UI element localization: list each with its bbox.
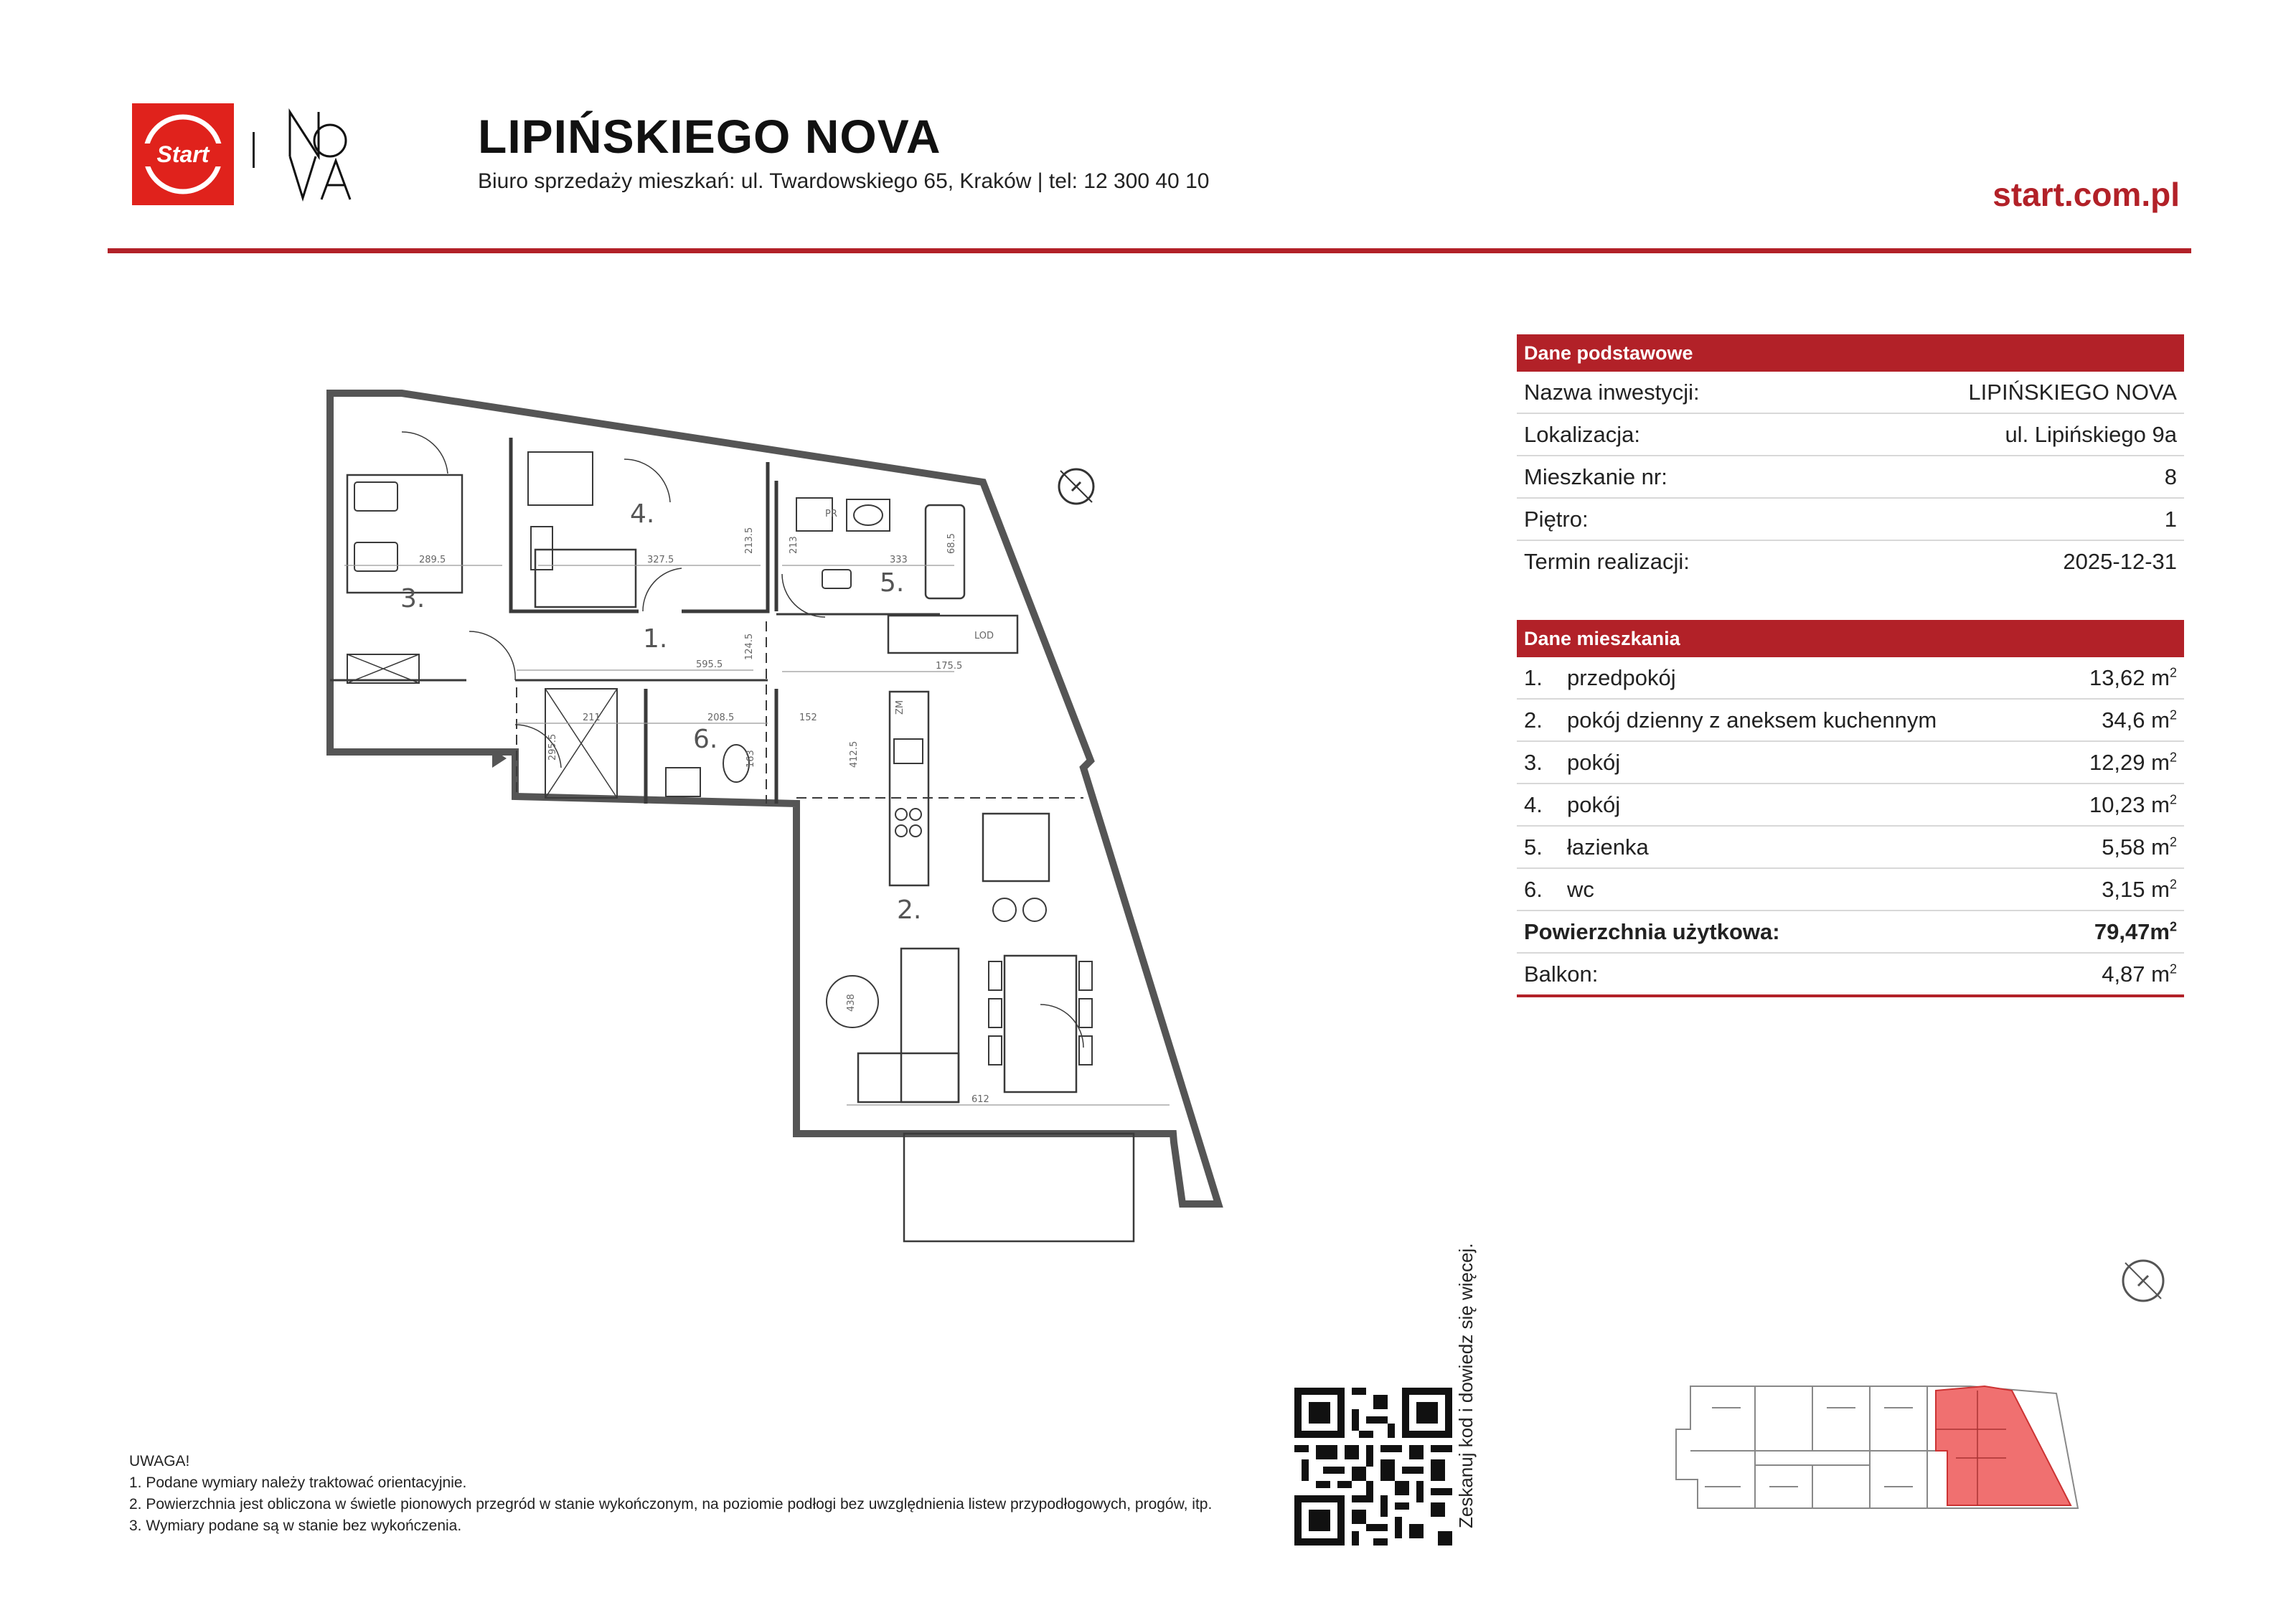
info-row (1517, 414, 2184, 456)
room-name: pokój (1567, 749, 1621, 775)
notes (129, 1451, 1292, 1537)
floor-plan-drawing (323, 387, 1227, 1248)
info-label: Mieszkanie nr: (1524, 464, 1667, 489)
apartment-highlight (1936, 1386, 2071, 1505)
room-area: 12,29 $m^2$ (2089, 749, 2177, 775)
dimension-label: 595.5 (696, 659, 723, 670)
room-label-1: 1. (643, 624, 668, 654)
dimension-label: 438 (846, 994, 857, 1012)
room-number: 5. (1524, 834, 1543, 860)
dimension-label: 124.5 (744, 633, 755, 660)
floor-plan (323, 387, 1227, 1248)
room-label-3: 3. (400, 584, 425, 613)
dimension-label: 213 (789, 536, 799, 554)
dimension-label: 333 (890, 555, 908, 565)
note-item: 2. Powierzchnia jest obliczona w świetle pionowych przegród w stanie wykończonym, na poziomie podłogi bez uwzględnienia listew przypodłogowych, progów, itp. (129, 1496, 1213, 1513)
room-number: 2. (1524, 707, 1543, 733)
room-area: 10,23 $m^2$ (2089, 791, 2177, 817)
dimension-label: 68.5 (946, 533, 957, 554)
dimension-label: 612 (971, 1094, 989, 1105)
qr-caption-text: Zeskanuj kod i dowiedz się więcej. (1455, 1243, 1477, 1528)
room-label-2: 2. (897, 895, 922, 925)
notes-heading: UWAGA! (129, 1453, 190, 1469)
room-row (1517, 784, 2184, 827)
balcony-label: Balkon: (1524, 961, 1599, 987)
dimension-label: 163 (745, 750, 756, 768)
room-area: 3,15 $m^2$ (2102, 876, 2177, 902)
note-item: 3. Wymiary podane są w stanie bez wykończenia. (129, 1518, 462, 1534)
fixture-label: PR (825, 509, 837, 519)
info-label: Nazwa inwestycji: (1524, 379, 1700, 405)
info-label: Piętro: (1524, 506, 1589, 532)
qr-caption (1451, 1213, 1479, 1535)
fixture-label: LOD (974, 631, 994, 641)
compass-icon (1055, 465, 1098, 508)
total-area-label: Powierzchnia użytkowa: (1524, 918, 1780, 944)
room-row (1517, 827, 2184, 869)
room-row (1517, 700, 2184, 742)
dimension-label: 327.5 (647, 555, 674, 565)
page-title: LIPIŃSKIEGO NOVA (478, 110, 941, 163)
info-label: Termin realizacji: (1524, 548, 1690, 574)
dimension-label: 152 (799, 712, 817, 723)
room-label-5: 5. (880, 568, 905, 598)
qr-code-icon (1294, 1388, 1452, 1546)
room-number: 6. (1524, 876, 1543, 902)
info-value: LIPIŃSKIEGO NOVA (1968, 379, 2177, 405)
basic-info-table (1517, 334, 2184, 582)
room-area: 5,58 $m^2$ (2102, 834, 2177, 860)
apartment-heading: Dane mieszkania (1517, 620, 2184, 657)
room-name: przedpokój (1567, 664, 1676, 690)
room-row (1517, 657, 2184, 700)
info-row (1517, 456, 2184, 499)
info-row (1517, 541, 2184, 582)
dimension-label: 213.5 (744, 527, 755, 554)
logo-divider (253, 132, 255, 168)
start-logo-icon (132, 103, 234, 205)
dimension-label: 175.5 (936, 661, 963, 672)
header-divider (108, 248, 2191, 253)
room-number: 4. (1524, 791, 1543, 817)
total-area-row (1517, 911, 2184, 954)
info-row (1517, 372, 2184, 414)
room-row (1517, 742, 2184, 784)
nova-logo (286, 106, 352, 205)
room-name: pokój (1567, 791, 1621, 817)
room-name: łazienka (1567, 834, 1649, 860)
balcony-value: 4,87 $m^2$ (2102, 961, 2177, 987)
info-value: ul. Lipińskiego 9a (2005, 421, 2177, 447)
nova-logo-icon (286, 106, 352, 205)
info-row (1517, 499, 2184, 541)
room-number: 1. (1524, 664, 1543, 690)
qr-code[interactable] (1294, 1388, 1452, 1546)
info-value: 1 (2164, 506, 2177, 532)
dimension-label: 289.5 (419, 555, 446, 565)
info-label: Lokalizacja: (1524, 421, 1640, 447)
compass-icon (2118, 1256, 2168, 1306)
fixture-label: ZM (895, 700, 905, 715)
room-label-6: 6. (693, 725, 718, 754)
room-area: 34,6 $m^2$ (2102, 707, 2177, 733)
info-value: 2025-12-31 (2063, 548, 2177, 574)
note-item: 1. Podane wymiary należy traktować orientacyjnie. (129, 1474, 467, 1491)
room-row (1517, 869, 2184, 911)
start-logo (132, 103, 234, 205)
room-area: 13,62 $m^2$ (2089, 664, 2177, 690)
total-area-value: $79,47m^2$ (2094, 918, 2177, 944)
room-name: pokój dzienny z aneksem kuchennym (1567, 707, 1937, 733)
basic-info-heading: Dane podstawowe (1517, 334, 2184, 372)
building-floor-minimap (1669, 1379, 2085, 1515)
room-number: 3. (1524, 749, 1543, 775)
start-logo-text: Start (156, 141, 210, 167)
room-label-4: 4. (630, 499, 655, 529)
dimension-label: 412.5 (849, 740, 860, 768)
dimension-label: 211 (583, 712, 601, 723)
dimension-label: 295.5 (547, 733, 558, 761)
balcony-row (1517, 954, 2184, 994)
table-bottom-rule (1517, 994, 2184, 997)
sales-office-info: Biuro sprzedaży mieszkań: ul. Twardowskiego 65, Kraków | tel: 12 300 40 10 (478, 169, 1210, 193)
apartment-table (1517, 620, 2184, 997)
info-value: 8 (2164, 464, 2177, 489)
room-name: wc (1567, 876, 1594, 902)
dimension-label: 208.5 (707, 712, 735, 723)
website-link[interactable]: start.com.pl (1992, 176, 2180, 213)
